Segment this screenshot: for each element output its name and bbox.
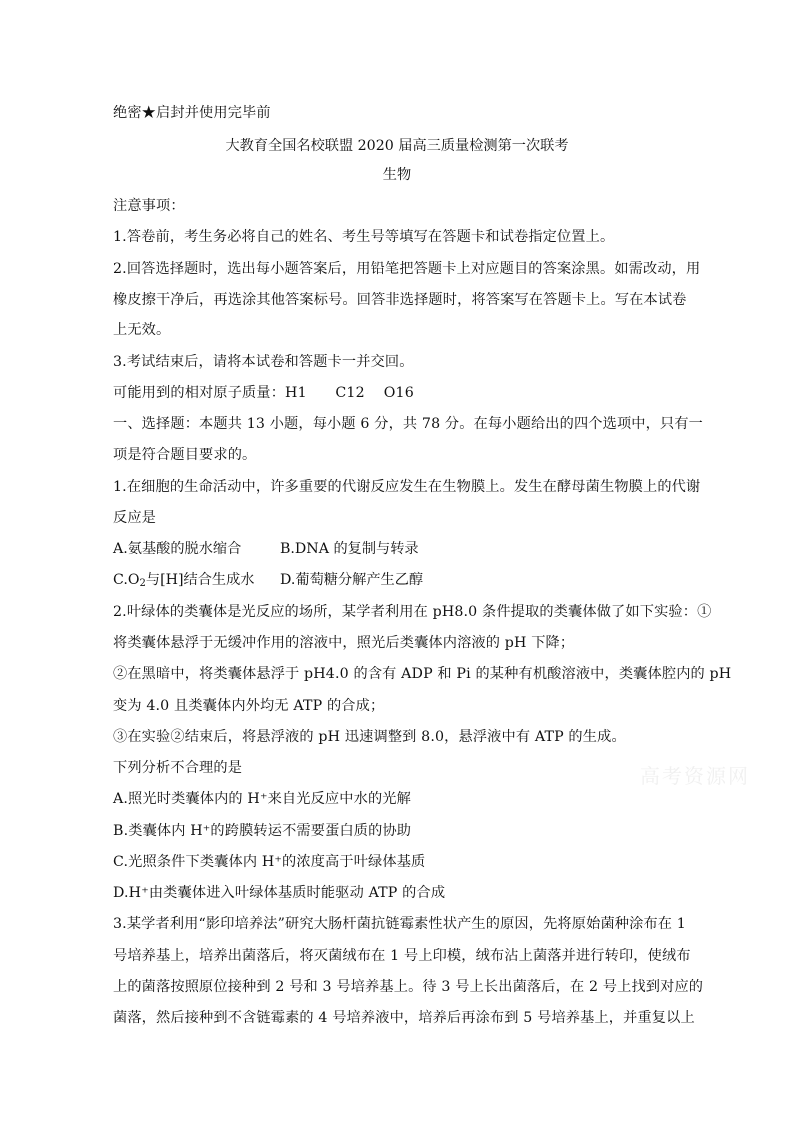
question-1-options-ab	[113, 539, 419, 559]
question-1-option-c: $C.O_2$与[H]结合生成水	[113, 572, 255, 589]
question-1-option-b: B.DNA 的复制与转录	[280, 541, 419, 557]
question-1-line-1: 1.在细胞的生命活动中，许多重要的代谢反应发生在生物膜上。发生在酵母菌生物膜上的代谢	[113, 479, 701, 495]
exam-title: 大教育全国名校联盟 2020 届高三质量检测第一次联考	[225, 138, 569, 154]
notice-item-2-line-3: 上无效。	[113, 322, 171, 338]
question-2-line-5: ③在实验②结束后，将悬浮液的 pH 迅速调整到 8.0，悬浮液中有 ATP 的生成。	[113, 729, 626, 745]
secret-mark: 绝密★启封并使用完毕前	[113, 105, 271, 121]
notice-item-2-line-1: 2.回答选择题时，选出每小题答案后，用铅笔把答题卡上对应题目的答案涂黑。如需改动，用	[113, 261, 701, 277]
question-2-line-2: 将类囊体悬浮于无缓冲作用的溶液中，照光后类囊体内溶液的 pH 下降；	[113, 635, 575, 651]
question-1-option-d: D.葡萄糖分解产生乙醇	[280, 572, 424, 588]
question-1-line-2: 反应是	[113, 510, 157, 526]
atomic-mass-line: 可能用到的相对原子质量：H1 C12 O16	[113, 385, 414, 401]
notice-item-2-line-2: 橡皮擦干净后，再选涂其他答案标号。回答非选择题时，将答案写在答题卡上。写在本试卷	[113, 292, 687, 308]
question-3-line-1: 3.某学者利用“影印培养法”研究大肠杆菌抗链霉素性状产生的原因，先将原始菌种涂布在 1	[113, 916, 686, 932]
notice-item-1: 1.答卷前，考生务必将自己的姓名、考生号等填写在答题卡和试卷指定位置上。	[113, 229, 615, 245]
question-2-option-d: D.H⁺由类囊体进入叶绿体基质时能驱动 ATP 的合成	[113, 885, 446, 901]
question-2-line-3: ②在黑暗中，将类囊体悬浮于 pH4.0 的含有 ADP 和 Pi 的某种有机酸溶液中，类囊体腔内的 pH	[113, 666, 732, 682]
question-2-option-c: C.光照条件下类囊体内 H⁺的浓度高于叶绿体基质	[113, 854, 426, 870]
question-1-option-a: A.氨基酸的脱水缩合	[113, 541, 242, 557]
watermark: 高考资源网	[640, 764, 750, 788]
notice-heading: 注意事项：	[113, 198, 185, 214]
question-2-option-a: A.照光时类囊体内的 H⁺来自光反应中水的光解	[113, 791, 411, 807]
question-2-line-4: 变为 4.0 且类囊体内外均无 ATP 的合成；	[113, 698, 385, 714]
question-2-option-b: B.类囊体内 H⁺的跨膜转运不需要蛋白质的协助	[113, 823, 412, 839]
question-3-line-4: 菌落，然后接种到不含链霉素的 4 号培养液中，培养后再涂布到 5 号培养基上，并重复以上	[113, 1010, 695, 1026]
section-1-line-2: 项是符合题目要求的。	[113, 447, 257, 463]
question-3-line-3: 上的菌落按照原位接种到 2 号和 3 号培养基上。待 3 号上长出菌落后，在 2 号上找到对应的	[113, 979, 704, 995]
subject-title: 生物	[382, 167, 412, 183]
question-2-line-1: 2.叶绿体的类囊体是光反应的场所，某学者利用在 pH8.0 条件提取的类囊体做了如下实验：①	[113, 604, 712, 620]
question-3-line-2: 号培养基上，培养出菌落后，将灭菌绒布在 1 号上印模，绒布沾上菌落并进行转印，使绒布	[113, 948, 691, 964]
question-2-line-6: 下列分析不合理的是	[113, 760, 243, 776]
section-1-line-1: 一、选择题：本题共 13 小题，每小题 6 分，共 78 分。在每小题给出的四个选项中，只有一	[113, 416, 703, 432]
question-1-options-cd	[113, 570, 424, 594]
notice-item-3: 3.考试结束后，请将本试卷和答题卡一并交回。	[113, 354, 414, 370]
